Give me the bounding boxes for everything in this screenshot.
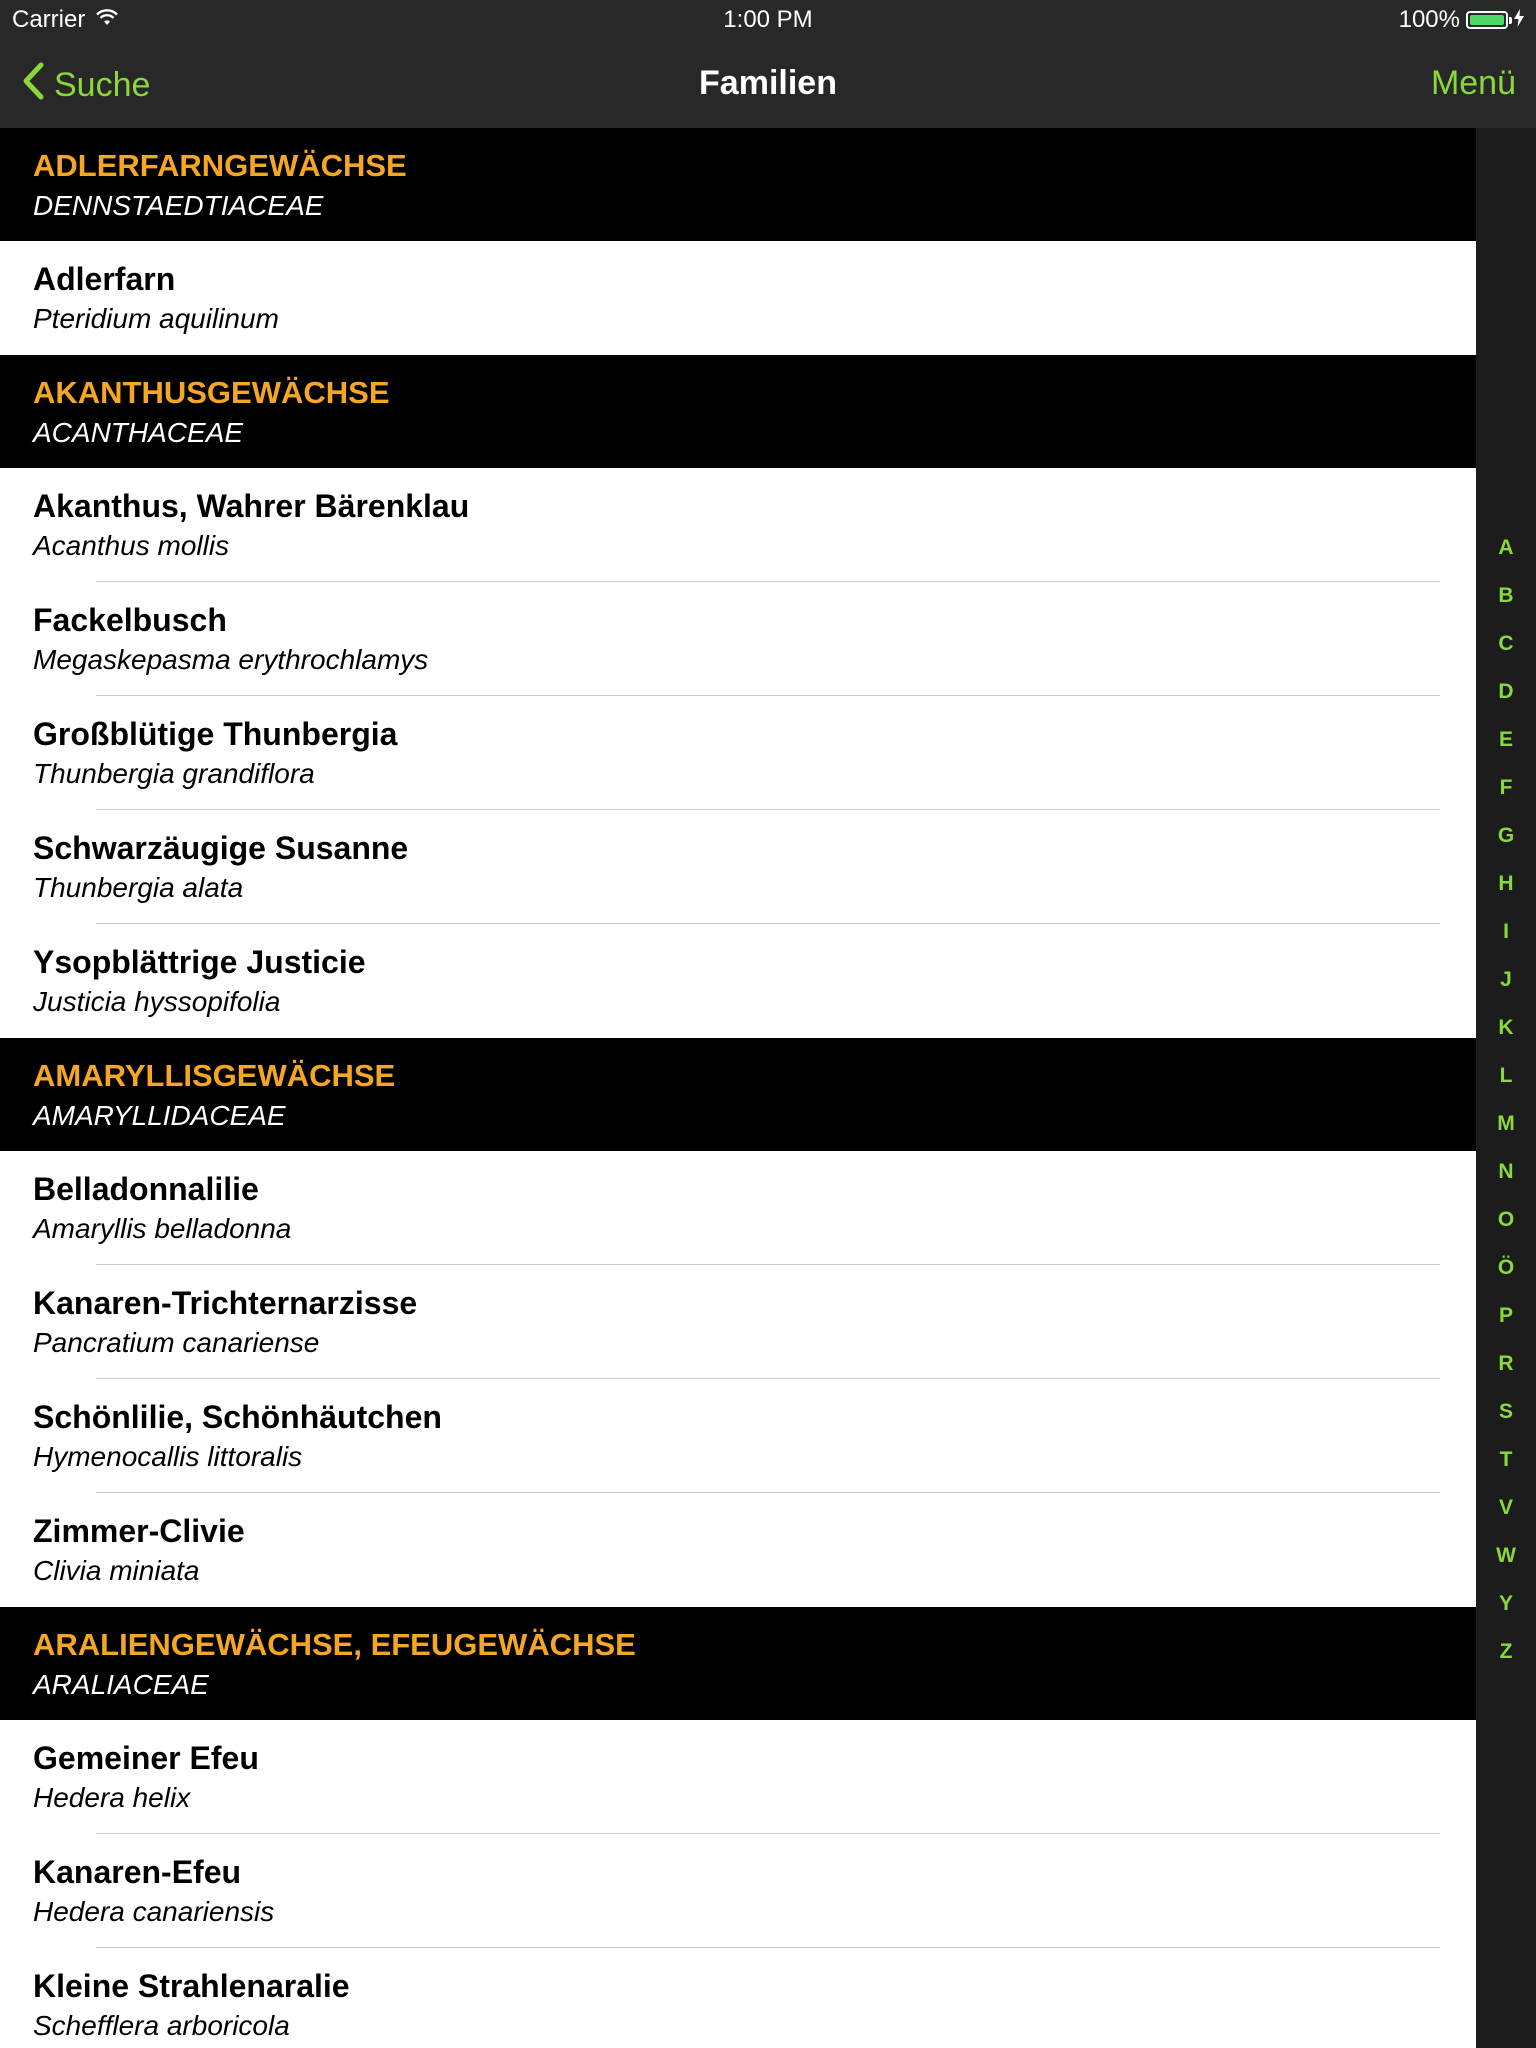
- item-name: Zimmer-Clivie: [33, 1513, 245, 1549]
- alphabet-index: [1476, 524, 1536, 1676]
- alphabet-index-bar[interactable]: [1476, 128, 1536, 2048]
- charging-bolt-icon: [1514, 6, 1524, 34]
- item-latin: Pancratium canariense: [33, 1327, 320, 1358]
- index-letter[interactable]: M: [1497, 1112, 1515, 1135]
- item-name: Adlerfarn: [33, 261, 176, 297]
- item-latin: Hedera canariensis: [33, 1896, 275, 1927]
- page-title: Familien: [699, 64, 837, 102]
- section-latin: ARALIACEAE: [33, 1669, 209, 1700]
- item-name: Kleine Strahlenaralie: [33, 1968, 350, 2004]
- index-letter[interactable]: K: [1498, 1016, 1514, 1039]
- section-latin: ACANTHACEAE: [33, 417, 244, 448]
- list-item[interactable]: [0, 1948, 1476, 2048]
- item-name: Schwarzäugige Susanne: [33, 830, 409, 866]
- list-item[interactable]: [0, 810, 1476, 924]
- index-letter[interactable]: H: [1498, 872, 1514, 895]
- back-button-label: Suche: [54, 66, 151, 104]
- index-letter[interactable]: C: [1498, 632, 1514, 655]
- family-list[interactable]: [0, 128, 1476, 2048]
- list-item[interactable]: [0, 924, 1476, 1038]
- item-name: Fackelbusch: [33, 602, 227, 638]
- index-letter[interactable]: O: [1497, 1208, 1515, 1231]
- section-header: [0, 128, 1476, 241]
- item-latin: Amaryllis belladonna: [33, 1213, 292, 1244]
- list-item[interactable]: [0, 696, 1476, 810]
- index-letter[interactable]: I: [1503, 920, 1509, 943]
- index-letter[interactable]: R: [1498, 1352, 1514, 1375]
- battery-icon: [1466, 11, 1508, 29]
- section-latin: DENNSTAEDTIACEAE: [33, 190, 324, 221]
- item-name: Akanthus, Wahrer Bärenklau: [33, 488, 470, 524]
- index-letter[interactable]: V: [1498, 1496, 1513, 1519]
- item-latin: Hymenocallis littoralis: [33, 1441, 303, 1472]
- index-letter[interactable]: A: [1498, 536, 1514, 559]
- index-letter[interactable]: F: [1499, 776, 1513, 799]
- item-latin: Thunbergia alata: [33, 872, 244, 903]
- menu-button[interactable]: Menü: [1430, 64, 1516, 102]
- index-letter[interactable]: S: [1498, 1400, 1513, 1423]
- status-time: 1:00 PM: [723, 6, 813, 33]
- list-item[interactable]: [0, 468, 1476, 582]
- item-name: Ysopblättrige Justicie: [33, 944, 366, 980]
- item-latin: Megaskepasma erythrochlamys: [33, 644, 429, 675]
- list-item[interactable]: [0, 1493, 1476, 1607]
- list-item[interactable]: [0, 241, 1476, 355]
- index-letter[interactable]: E: [1498, 728, 1513, 751]
- list-item[interactable]: [0, 1379, 1476, 1493]
- status-right: [1399, 6, 1524, 34]
- section-title: ADLERFARNGEWÄCHSE: [33, 148, 407, 183]
- list-item[interactable]: [0, 1151, 1476, 1265]
- battery-percent: 100%: [1398, 6, 1460, 33]
- index-letter[interactable]: W: [1496, 1544, 1516, 1567]
- item-name: Großblütige Thunbergia: [33, 716, 398, 752]
- index-letter[interactable]: Z: [1499, 1640, 1513, 1663]
- item-name: Belladonnalilie: [33, 1171, 259, 1207]
- section-title: ARALIENGEWÄCHSE, EFEUGEWÄCHSE: [33, 1627, 636, 1662]
- item-latin: Thunbergia grandiflora: [33, 758, 315, 789]
- index-letter[interactable]: N: [1498, 1160, 1514, 1183]
- index-letter[interactable]: P: [1498, 1304, 1513, 1327]
- section-title: AMARYLLISGEWÄCHSE: [33, 1058, 396, 1093]
- index-letter[interactable]: Ö: [1497, 1256, 1515, 1279]
- item-latin: Hedera helix: [33, 1782, 191, 1813]
- battery-fill: [1470, 15, 1504, 25]
- item-latin: Schefflera arboricola: [33, 2010, 290, 2041]
- index-letter[interactable]: D: [1498, 680, 1514, 703]
- section-latin: AMARYLLIDACEAE: [33, 1100, 286, 1131]
- index-letter[interactable]: G: [1497, 824, 1515, 847]
- list-item[interactable]: [0, 1720, 1476, 1834]
- section-header: [0, 1038, 1476, 1151]
- navigation-bar: [0, 40, 1536, 129]
- item-name: Schönlilie, Schönhäutchen: [33, 1399, 442, 1435]
- carrier-label: Carrier: [12, 6, 86, 33]
- section-header: [0, 1607, 1476, 1720]
- list-item[interactable]: [0, 1265, 1476, 1379]
- status-bar: [0, 0, 1536, 40]
- item-name: Gemeiner Efeu: [33, 1740, 259, 1776]
- item-latin: Clivia miniata: [33, 1555, 200, 1586]
- item-name: Kanaren-Efeu: [33, 1854, 242, 1890]
- section-header: [0, 355, 1476, 468]
- list-item[interactable]: [0, 1834, 1476, 1948]
- index-letter[interactable]: Y: [1498, 1592, 1513, 1615]
- list-item[interactable]: [0, 582, 1476, 696]
- index-letter[interactable]: J: [1500, 968, 1512, 991]
- index-letter[interactable]: B: [1498, 584, 1514, 607]
- item-name: Kanaren-Trichternarzisse: [33, 1285, 418, 1321]
- index-letter[interactable]: T: [1499, 1448, 1513, 1471]
- item-latin: Justicia hyssopifolia: [33, 986, 281, 1017]
- section-title: AKANTHUSGEWÄCHSE: [33, 375, 390, 410]
- item-latin: Pteridium aquilinum: [33, 303, 279, 334]
- index-letter[interactable]: L: [1499, 1064, 1513, 1087]
- item-latin: Acanthus mollis: [33, 530, 230, 561]
